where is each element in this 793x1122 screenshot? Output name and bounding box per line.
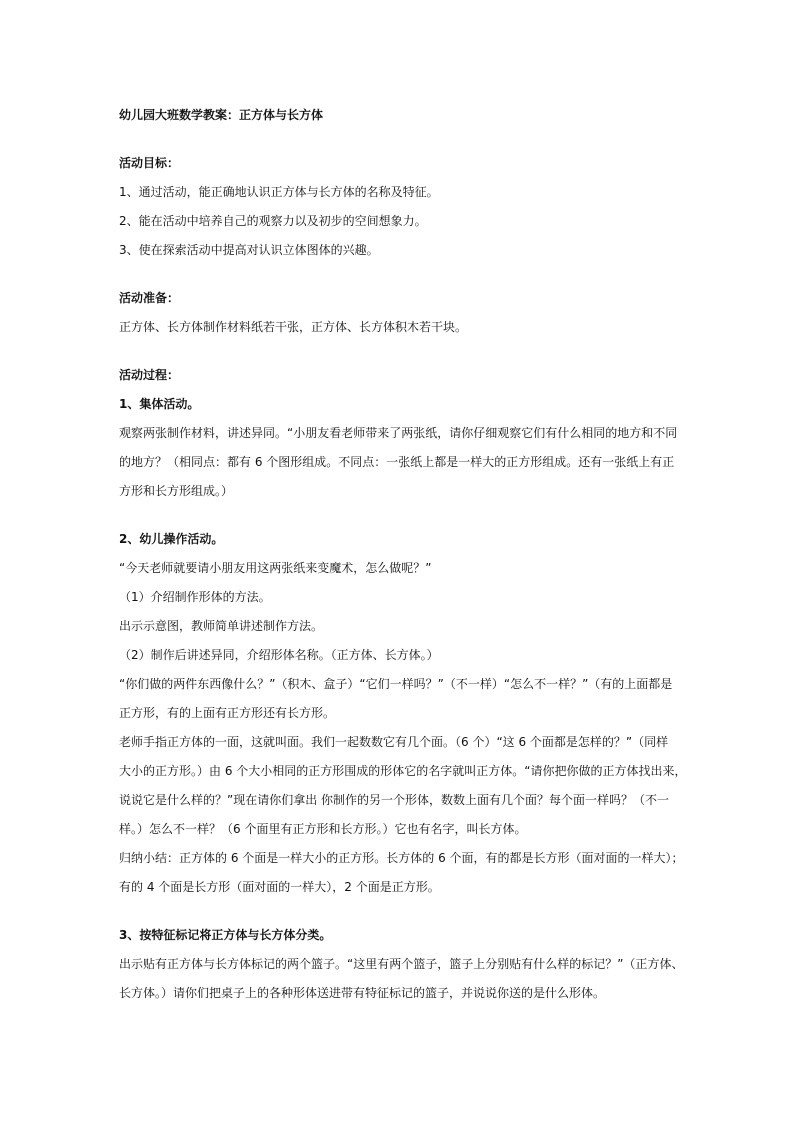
process-heading: 活动过程： <box>119 368 180 382</box>
section-2-line: 大小的正方形。）由 6 个大小相同的正方形围成的形体它的名字就叫正方体。“请你把你做的正方体找出来， <box>119 764 687 778</box>
document-content <box>119 101 687 1008</box>
section-2-line: 有的 4 个面是长方形（面对面的一样大），2 个面是正方形。 <box>119 880 440 894</box>
section-2-title: 2、幼儿操作活动。 <box>119 532 224 546</box>
goal-item: 3、使在探索活动中提高对认识立体图体的兴趣。 <box>119 243 379 257</box>
section-3-title: 3、按特征标记将正方体与长方体分类。 <box>119 928 332 942</box>
section-3-line: 长方体。）请你们把桌子上的各种形体送进带有特征标记的篮子，并说说你送的是什么形体。 <box>119 986 606 1000</box>
section-2-line: “今天老师就要请小朋友用这两张纸来变魔术，怎么做呢？” <box>119 561 432 575</box>
section-2-line: 说说它是什么样的？”现在请你们拿出 你制作的另一个形体，数数上面有几个面？每个面一样吗？（不一 <box>119 793 670 807</box>
section-2-line: （1）介绍制作形体的方法。 <box>119 590 271 604</box>
prep-text: 正方体、长方体制作材料纸若干张，正方体、长方体积木若干块。 <box>119 320 468 334</box>
goal-item: 2、能在活动中培养自己的观察力以及初步的空间想象力。 <box>119 214 427 228</box>
section-2-line: 正方形，有的上面有正方形还有长方形。 <box>119 706 336 720</box>
section-2-line: “你们做的两件东西像什么？”（积木、盒子）“它们一样吗？”（不一样）“怎么不一样？”（有的上面都是 <box>119 677 673 691</box>
section-1-title: 1、集体活动。 <box>119 397 200 411</box>
section-2-line: 归纳小结：正方体的 6 个面是一样大小的正方形。长方体的 6 个面，有的都是长方形（面对面的一样大）； <box>119 851 684 865</box>
section-1-line: 观察两张制作材料，讲述异同。“小朋友看老师带来了两张纸，请你仔细观察它们有什么相同的地方和不同 <box>119 426 678 440</box>
document-title: 幼儿园大班数学教案：正方体与长方体 <box>119 108 324 122</box>
section-3-line: 出示贴有正方体与长方体标记的两个篮子。“这里有两个篮子，篮子上分别贴有什么样的标记？”（正方体、 <box>119 957 684 971</box>
section-2-line: 出示示意图，教师简单讲述制作方法。 <box>119 619 324 633</box>
section-2-line: （2）制作后讲述异同，介绍形体名称。（正方体、长方体。） <box>119 648 439 662</box>
section-1-line: 方形和长方形组成。） <box>119 484 234 498</box>
section-1-line: 的地方？（相同点：都有 6 个图形组成。不同点：一张纸上都是一样大的正方形组成。还有一张纸上有正 <box>119 455 675 469</box>
goals-heading: 活动目标： <box>119 156 180 170</box>
section-2-line: 老师手指正方体的一面，这就叫面。我们一起数数它有几个面。（6 个）“这 6 个面都是怎样的？”（同样 <box>119 735 669 749</box>
section-2-line: 样。）怎么不一样？（6 个面里有正方形和长方形。）它也有名字，叫长方体。 <box>119 822 527 836</box>
goal-item: 1、通过活动，能正确地认识正方体与长方体的名称及特征。 <box>119 185 439 199</box>
prep-heading: 活动准备： <box>119 291 180 305</box>
